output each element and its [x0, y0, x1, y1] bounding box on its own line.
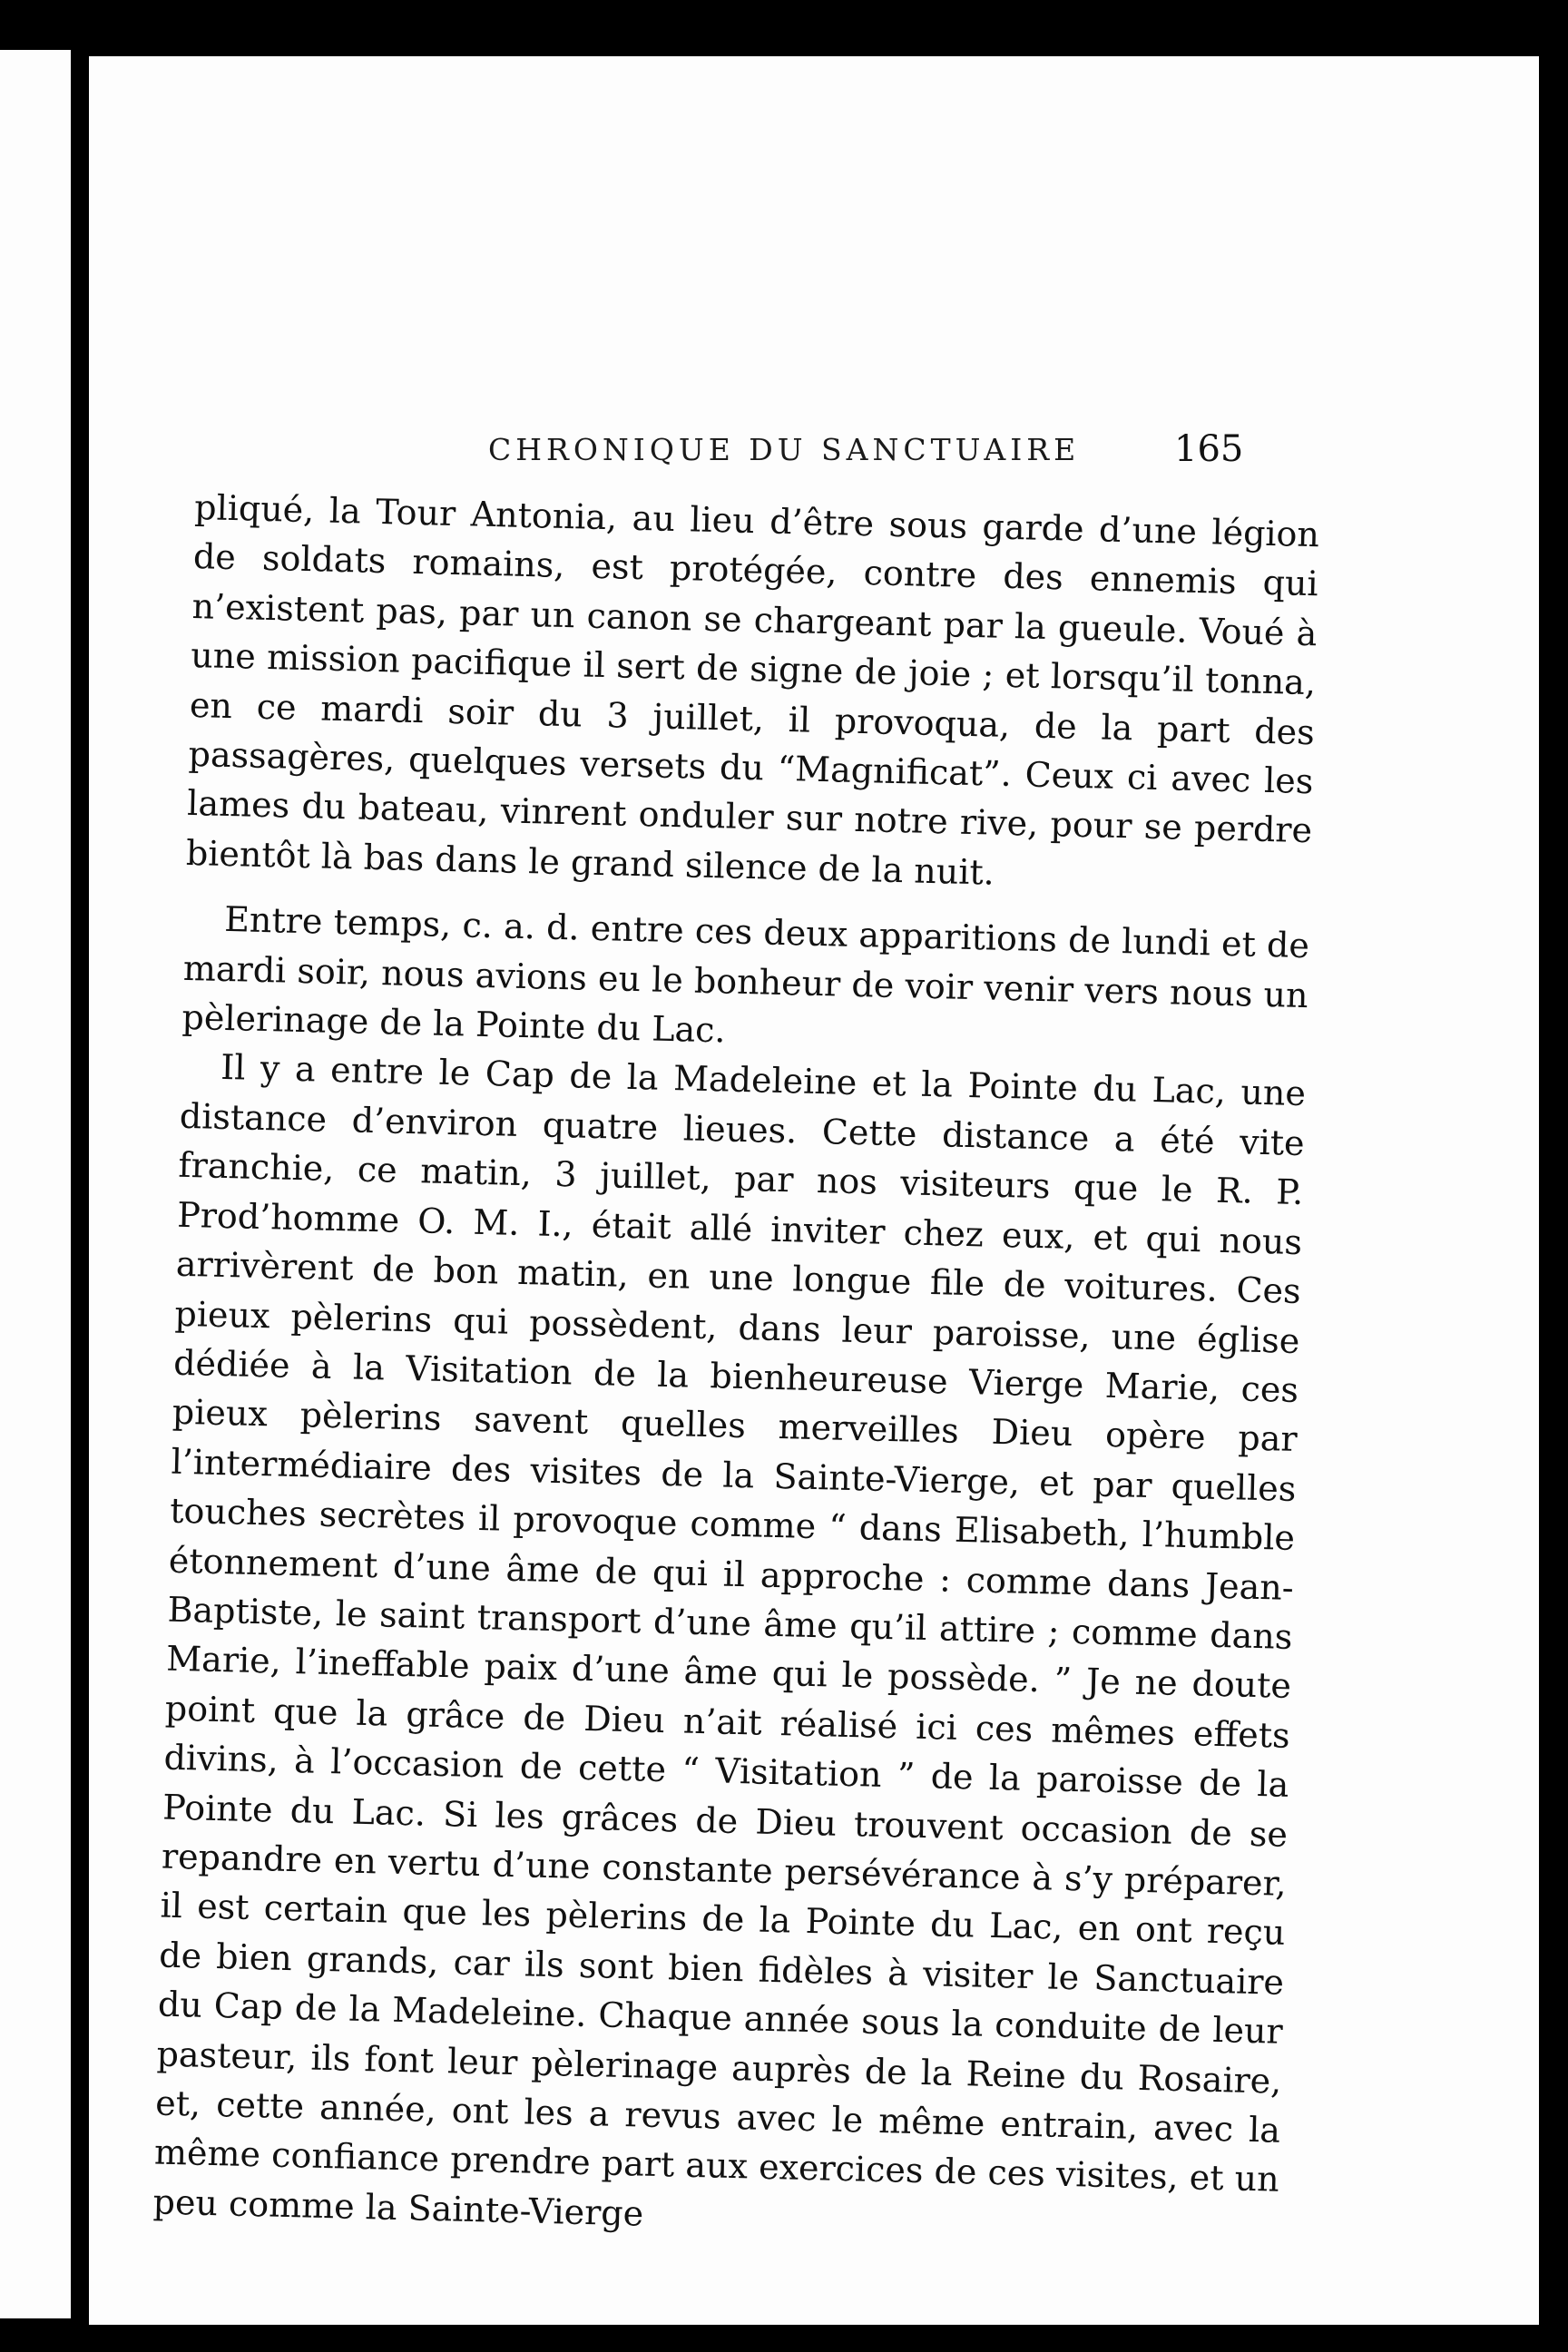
facing-page-edge	[0, 50, 71, 2318]
page-header	[89, 428, 1539, 483]
body-text	[152, 483, 1320, 2254]
page-number: 165	[1174, 428, 1244, 470]
running-head: CHRONIQUE DU SANCTUAIRE	[488, 432, 1081, 467]
paragraph-2: Entre temps, c. a. d. entre ces deux apparitions de lundi et de mardi soir, nous avions eu le bonheur de voir venir vers nous un pèlerinage de la Pointe du Lac.	[181, 899, 1310, 1051]
paragraph-3: Il y a entre le Cap de la Madeleine et la Pointe du Lac, une distance d’environ quatre lieues. Cette distance a été vite franchie, ce matin, 3 juillet, par nos visiteurs que le R. P. Prod’homme O. M. I., était allé inviter chez eux, et qui nous arrivèrent de bon matin, en une longue file de voitures. Ces pieux pèlerins qui possèdent, dans leur paroisse, une église dédiée à la Visitation de la bienheureuse Vierge Marie, ces pieux pèlerins savent quelles merveilles Dieu opère par l’intermédiaire des visites de la Sainte-Vierge, et par quelles touches secrètes il provoque comme “ dans Elisabeth, l’humble étonnement d’une âme de qui il approche : comme dans Jean-Baptiste, le saint transport d’une âme qu’il attire ; comme dans Marie, l’ineffable paix d’une âme qui le possède. ” Je ne doute point que la grâce de Dieu n’ait réalisé ici ces mêmes effets divins, à l’occasion de cette “ Visitation ” de la paroisse de la Pointe du Lac. Si les grâces de Dieu trouvent occasion de se repandre en vertu d’une constante persévérance à s’y préparer, il est certain que les pèlerins de la Pointe du Lac, en ont reçu de bien grands, car ils sont bien fidèles à visiter le Sanctuaire du Cap de la Madeleine. Chaque année sous la conduite de leur pasteur, ils font leur pèlerinage auprès de la Reine du Rosaire, et, cette année, ont les a revus avec le même entrain, avec la même confiance prendre part aux exercices de ces visites, et un peu comme la Sainte-Vierge	[152, 1047, 1307, 2234]
paragraph-1: pliqué, la Tour Antonia, au lieu d’être sous garde d’une légion de soldats romains, est protégée, contre des ennemis qui n’existent pas, par un canon se chargeant par la gueule. Voué à une mission pacifique il sert de signe de joie ; et lorsqu’il tonna, en ce mardi soir du 3 juillet, il provoqua, de la part des passagères, quelques versets du “Magnificat”. Ceux ci avec les lames du bateau, vinrent onduler sur notre rive, pour se perdre bientôt là bas dans le grand silence de la nuit.	[185, 486, 1320, 893]
book-page	[89, 56, 1539, 2325]
